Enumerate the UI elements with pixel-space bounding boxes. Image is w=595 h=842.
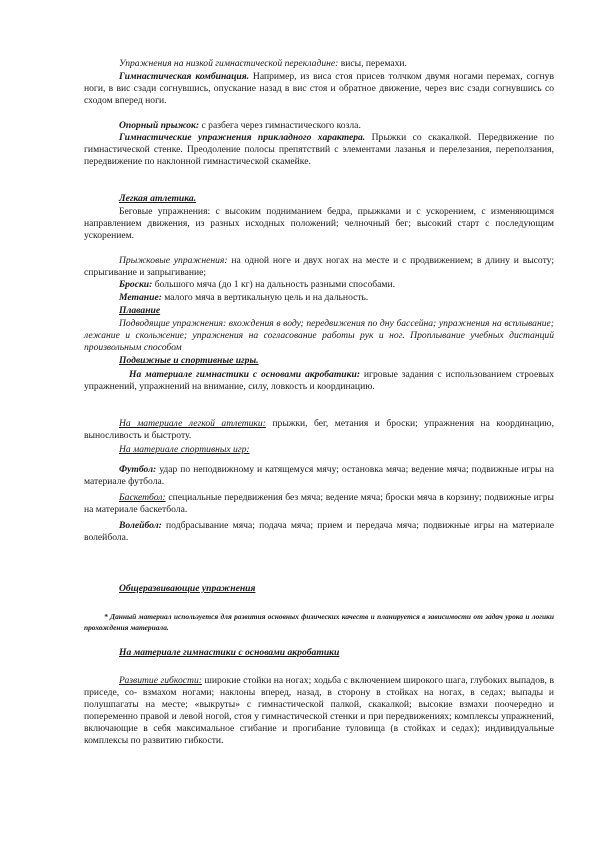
paragraph-throws xyxy=(84,279,554,291)
footnote-text: * Данный материал используется для развития основных физических качеств и планируется в зависимости от задач урока и логики прохождения материала. xyxy=(84,612,554,632)
paragraph-running: Беговые упражнения: с высоким подниманием бедра, прыжками и с ускорением, с изменяющимся направлением движения, из разных исходных положений; челночный бег; высокий старт с последующим ускорением. xyxy=(84,206,554,242)
paragraph-lead: Прыжковые упражнения: xyxy=(119,255,228,266)
paragraph-lead: Волейбол: xyxy=(119,520,162,531)
paragraph-bar-exercises xyxy=(84,58,554,70)
paragraph-lead: Упражнения на низкой гимнастической перекладине: xyxy=(119,58,339,69)
heading-games: Подвижные и спортивные игры. xyxy=(119,355,259,366)
paragraph-volleyball xyxy=(84,520,554,544)
paragraph-throwing xyxy=(84,292,554,304)
paragraph-vault xyxy=(84,120,554,132)
paragraph-lead: Метание: xyxy=(119,292,162,303)
paragraph-games-athletics xyxy=(84,418,554,442)
paragraph-text: на одной ноге и двух ногах на месте и с продвижением; в длину и высоту; спрыгивание и запрыгивание; xyxy=(84,255,554,279)
paragraph-text: игровые задания с использованием строевых упражнений, упражнений на внимание, силу, ловкость и координацию. xyxy=(84,369,554,393)
paragraph-text: Например, из виса стоя присев толчком двумя ногами перемах, согнув ноги, в вис сзади согнувшись, опускание назад в вис стоя и обратное движение, через вис сзади согнувшись со сходом вперед ноги. xyxy=(84,71,554,107)
heading-sport-games: На материале спортивных игр: xyxy=(119,444,250,455)
paragraph-lead: На материале легкой атлетики: xyxy=(119,418,266,429)
paragraph-lead: Гимнастические упражнения прикладного характера. xyxy=(119,132,366,143)
paragraph-lead: Развитие гибкости: xyxy=(119,675,202,686)
paragraph-lead: Броски: xyxy=(119,279,153,290)
paragraph-text: малого мяча в вертикальную цель и на дальность. xyxy=(161,292,369,303)
paragraph-text: висы, перемахи. xyxy=(338,58,407,69)
paragraph-games-gymnastics xyxy=(84,369,554,393)
paragraph-gym-combination xyxy=(84,71,554,107)
paragraph-text: с разбега через гимнастического козла. xyxy=(199,120,361,131)
paragraph-lead: Гимнастическая комбинация. xyxy=(119,71,250,82)
paragraph-text: подбрасывание мяча; подача мяча; прием и передача мяча; подвижные игры на материале волейбола. xyxy=(84,520,554,544)
paragraph-jumping xyxy=(84,255,554,279)
paragraph-basketball xyxy=(84,492,554,516)
heading-general-exercises: Общеразвивающие упражнения xyxy=(119,583,256,594)
paragraph-text: Прыжки со скакалкой. Передвижение по гимнастической стенке. Преодоление полосы препятствий с элементами лазанья и перелезания, переползания, передвижение по наклонной гимнастической скамейке. xyxy=(84,132,555,168)
paragraph-text: широкие стойки на ногах; ходьба с включением широкого шага, глубоких выпадов, в приседе, со- взмахом ногами; наклоны вперед, назад, в сторону в стойках на ногах, в седах; выпады и полушпагаты на месте; «выкруты» с гимнастической палкой, скакалкой; высокие взмахи поочередно и попеременно правой и левой ногой, стоя у гимнастической стенки и при передвижениях; комплексы упражнений, включающие в себя максимальное сгибание и прогибание туловища (в стойках и седах); индивидуальные комплексы по развитию гибкости. xyxy=(84,675,554,747)
heading-athletics: Легкая атлетика. xyxy=(119,193,197,204)
paragraph-lead: Опорный прыжок: xyxy=(119,120,200,131)
paragraph-text: прыжки, бег, метания и броски; упражнения на координацию, выносливость и быстроту. xyxy=(84,418,554,442)
heading-swimming: Плавание xyxy=(119,305,161,316)
paragraph-swimming: Подводящие упражнения: вхождения в воду; передвижения по дну бассейна; упражнения на всплывание; лежание и скольжение; упражнения на согласование работы рук и ног. Проплывание учебных дистанций произвольным способом xyxy=(84,318,554,354)
paragraph-applied-gym xyxy=(84,132,554,168)
paragraph-flexibility xyxy=(84,675,554,748)
paragraph-lead: Баскетбол: xyxy=(119,492,166,503)
paragraph-text: удар по неподвижному и катящемуся мячу; остановка мяча; ведение мяча; подвижные игры на материале футбола. xyxy=(84,464,554,488)
paragraph-lead: Футбол: xyxy=(119,464,157,475)
paragraph-lead: На материале гимнастики с основами акробатики: xyxy=(129,369,361,380)
paragraph-text: специальные передвижения без мяча; ведение мяча; броски мяча в корзину; подвижные игры на материале баскетбола. xyxy=(84,492,554,516)
paragraph-football xyxy=(84,464,554,488)
heading-gymnastics-basics: На материале гимнастики с основами акробатики xyxy=(119,647,340,658)
paragraph-text: большого мяча (до 1 кг) на дальность разными способами. xyxy=(152,279,395,290)
